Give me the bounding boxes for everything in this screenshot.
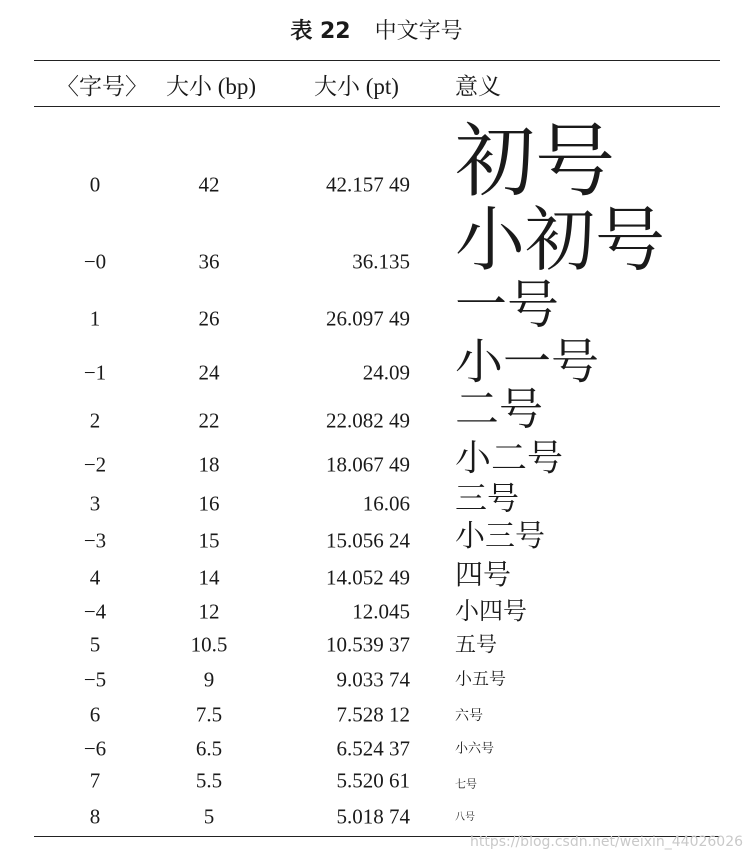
cell-meaning-sample: 小初号: [455, 199, 665, 281]
cell-size-pt: 24.09: [362, 360, 410, 385]
cell-meaning-sample: 二号: [455, 384, 543, 435]
column-header-size-bp: 大小 (bp): [166, 74, 257, 99]
cell-size-bp: 5.5: [195, 768, 223, 793]
cell-font-number: 0: [89, 172, 101, 197]
cell-font-number: −0: [83, 249, 107, 274]
cell-size-pt: 16.06: [362, 491, 410, 516]
cell-size-pt: 18.067 49: [326, 452, 410, 477]
column-header-size-pt: 大小 (pt): [314, 74, 399, 99]
caption-title: 中文字号: [374, 19, 463, 44]
cell-size-bp: 16: [198, 491, 220, 516]
cell-size-pt: 22.082 49: [326, 408, 410, 433]
cell-font-number: −3: [83, 528, 107, 553]
cell-font-number: 3: [89, 491, 101, 516]
cell-meaning-sample: 六号: [455, 708, 483, 724]
cell-font-number: 8: [89, 804, 101, 829]
cell-font-number: −2: [83, 452, 107, 477]
cell-meaning-sample: 初号: [455, 115, 615, 208]
cell-size-bp: 24: [198, 360, 220, 385]
cell-meaning-sample: 小四号: [455, 597, 527, 625]
table-caption: [0, 14, 753, 45]
cell-meaning-sample: 小六号: [455, 741, 495, 757]
cell-size-bp: 10.5: [190, 632, 228, 657]
cell-font-number: 4: [89, 565, 101, 590]
cell-size-bp: 12: [198, 599, 220, 624]
cell-size-bp: 14: [198, 565, 220, 590]
cell-size-bp: 18: [198, 452, 220, 477]
cell-size-pt: 15.056 24: [326, 528, 410, 553]
cell-font-number: 1: [89, 306, 101, 331]
cell-size-bp: 36: [198, 249, 220, 274]
watermark: https://blog.csdn.net/weixin_44026026: [470, 834, 744, 850]
cell-size-pt: 6.524 37: [336, 736, 410, 761]
cell-size-pt: 5.520 61: [336, 768, 410, 793]
cell-font-number: 5: [89, 632, 101, 657]
column-header-meaning: 意义: [455, 74, 501, 100]
cell-size-pt: 7.528 12: [336, 702, 410, 727]
cell-meaning-sample: 四号: [455, 558, 512, 591]
cell-meaning-sample: 八号: [455, 812, 475, 823]
cell-size-bp: 26: [198, 306, 220, 331]
cell-font-number: 2: [89, 408, 101, 433]
cell-size-pt: 42.157 49: [326, 172, 410, 197]
cell-size-pt: 9.033 74: [336, 667, 410, 692]
cell-size-bp: 42: [198, 172, 220, 197]
cell-meaning-sample: 五号: [455, 632, 497, 657]
cell-font-number: 7: [89, 768, 101, 793]
cell-font-number: −1: [83, 360, 107, 385]
column-header-number: 〈字号〉: [56, 74, 148, 100]
cell-size-pt: 10.539 37: [326, 632, 410, 657]
cell-meaning-sample: 小五号: [455, 669, 506, 690]
cell-font-number: −4: [83, 599, 107, 624]
cell-size-bp: 6.5: [195, 736, 223, 761]
cell-size-bp: 5: [203, 804, 215, 829]
cell-meaning-sample: 小二号: [455, 438, 564, 479]
cell-size-pt: 5.018 74: [336, 804, 410, 829]
cell-meaning-sample: 七号: [455, 777, 477, 791]
cell-size-pt: 14.052 49: [326, 565, 410, 590]
top-rule: [34, 60, 720, 61]
cell-meaning-sample: 小三号: [455, 519, 545, 554]
caption-label: 表 22: [290, 19, 351, 44]
cell-meaning-sample: 三号: [455, 479, 520, 517]
cell-size-bp: 9: [203, 667, 215, 692]
cell-size-bp: 7.5: [195, 702, 223, 727]
cell-font-number: −5: [83, 667, 107, 692]
cell-size-bp: 22: [198, 408, 220, 433]
cell-size-pt: 12.045: [352, 599, 410, 624]
cell-meaning-sample: 小一号: [455, 334, 600, 390]
cell-size-pt: 36.135: [352, 249, 410, 274]
cell-meaning-sample: 一号: [455, 276, 560, 336]
cell-font-number: 6: [89, 702, 101, 727]
header-rule: [34, 106, 720, 107]
cell-size-bp: 15: [198, 528, 220, 553]
cell-font-number: −6: [83, 736, 107, 761]
cell-size-pt: 26.097 49: [326, 306, 410, 331]
